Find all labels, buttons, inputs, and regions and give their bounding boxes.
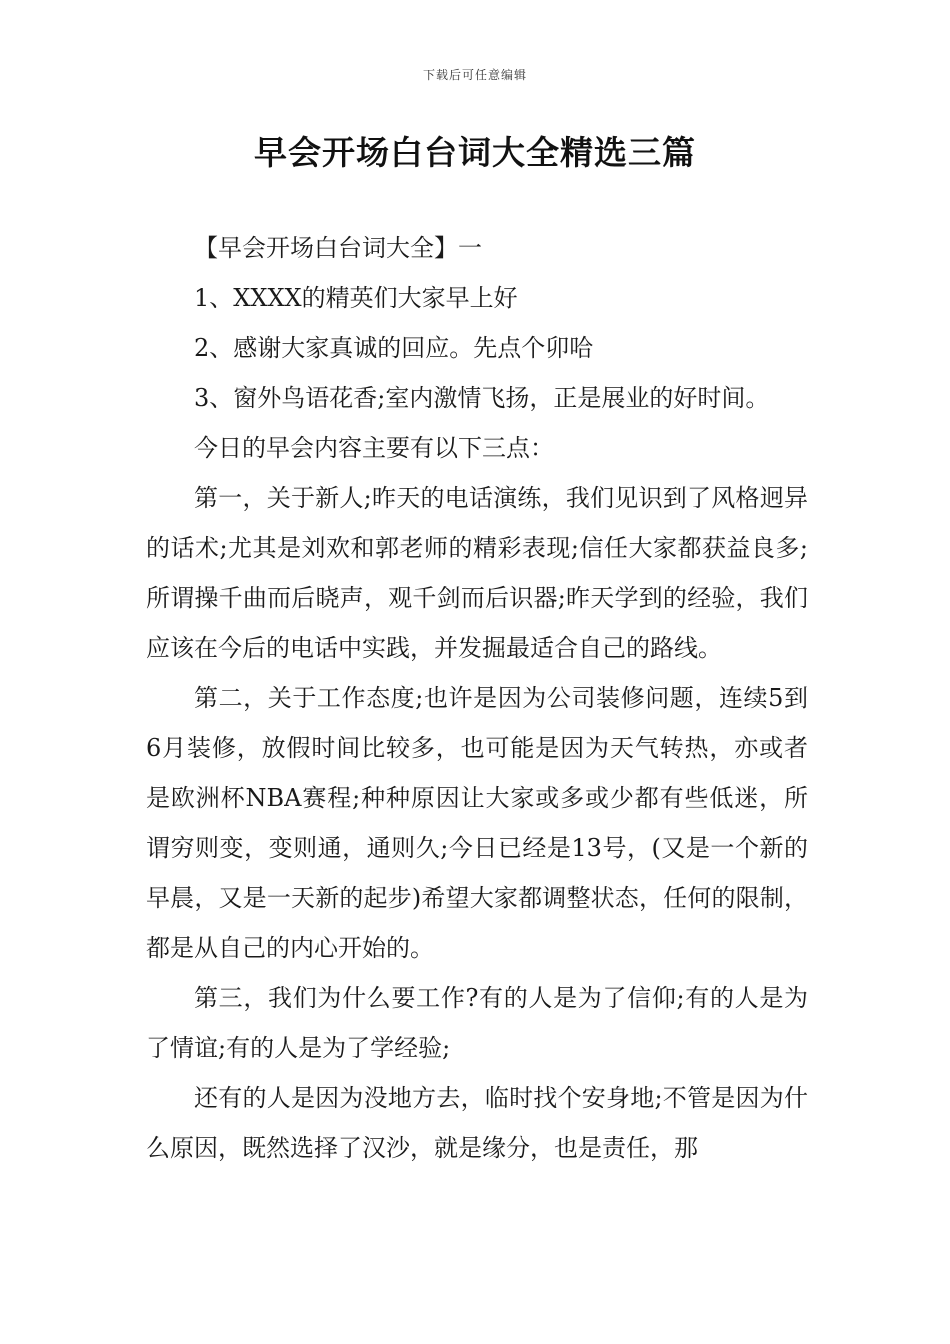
paragraph: 第二，关于工作态度;也许是因为公司装修问题，连续5到6月装修，放假时间比较多，也可能是因为天气转热，亦或者是欧洲杯NBA赛程;种种原因让大家或多或少都有些低迷，所谓穷则变，变则通，通则久;今日已经是13号，(又是一个新的早晨，又是一天新的起步)希望大家都调整状态，任何的限制，都是从自己的内心开始的。 xyxy=(146,684,808,962)
header-note: 下载后可任意编辑 xyxy=(422,68,527,82)
paragraph: 1、XXXX的精英们大家早上好 xyxy=(194,284,518,312)
paragraph: 3、窗外鸟语花香;室内激情飞扬，正是展业的好时间。 xyxy=(194,384,770,412)
paragraph: 第三，我们为什么要工作?有的人是为了信仰;有的人是为了情谊;有的人是为了学经验; xyxy=(146,984,808,1062)
document-body xyxy=(146,223,808,1173)
paragraph: 还有的人是因为没地方去，临时找个安身地;不管是因为什么原因，既然选择了汉沙，就是缘分，也是责任，那 xyxy=(146,1084,808,1162)
paragraph: 2、感谢大家真诚的回应。先点个卯哈 xyxy=(194,334,594,362)
page-title: 早会开场白台词大全精选三篇 xyxy=(254,133,696,172)
paragraph: 今日的早会内容主要有以下三点： xyxy=(194,434,554,462)
paragraph: 第一，关于新人;昨天的电话演练，我们见识到了风格迥异的话术;尤其是刘欢和郭老师的精彩表现;信任大家都获益良多;所谓操千曲而后晓声，观千剑而后识器;昨天学到的经验，我们应该在今后的电话中实践，并发掘最适合自己的路线。 xyxy=(146,484,808,662)
paragraph: 【早会开场白台词大全】一 xyxy=(194,234,482,262)
